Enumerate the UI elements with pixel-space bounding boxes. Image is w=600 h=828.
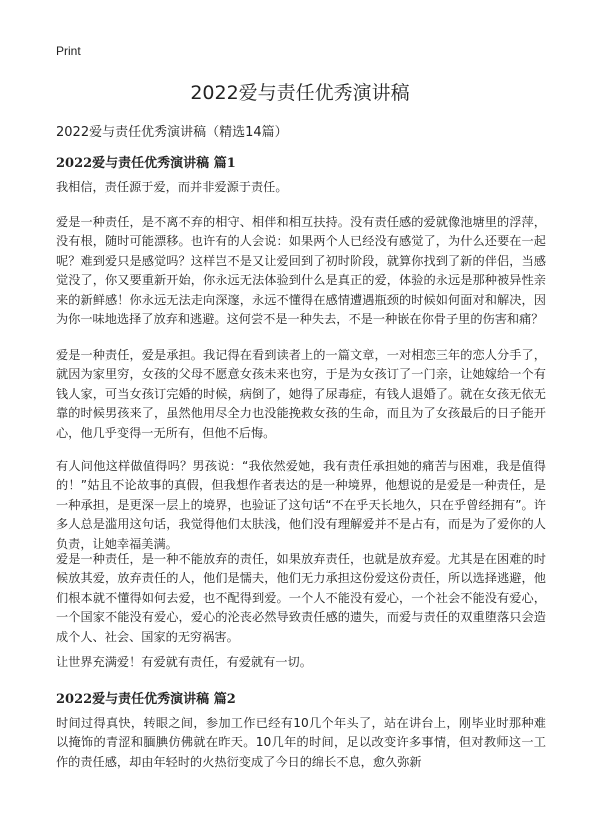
paragraph: 爱是一种责任，是一种不能放弃的责任，如果放弃责任，也就是放弃爱。尤其是在困难的时候放其爱，放弃责任的人，他们是懦夫，他们无力承担这份爱这份责任，所以选择逃避，他们根本就不懂得如何去爱，也不配得到爱。一个人不能没有爱心，一个社会不能没有爱心，一个国家不能没有爱心，爱心的沦丧必然导致责任感的遗失，而爱与责任的双重堕落只会造成个人、社会、国家的无穷祸害。 <box>56 552 546 644</box>
print-link[interactable]: Print <box>56 44 81 58</box>
section-heading-2: 2022爱与责任优秀演讲稿 篇2 <box>56 692 236 707</box>
section-heading-1: 2022爱与责任优秀演讲稿 篇1 <box>56 156 236 171</box>
paragraph: 让世界充满爱！有爱就有责任，有爱就有一切。 <box>56 655 312 669</box>
document-title: 2022爱与责任优秀演讲稿 <box>190 82 410 104</box>
paragraph: 我相信，责任源于爱，而并非爱源于责任。 <box>56 180 288 194</box>
paragraph: 有人问他这样做值得吗？男孩说：“我依然爱她，我有责任承担她的痛苦与困难，我是值得的！”姑且不论故事的真假，但我想作者表达的是一种境界，他想说的是爱是一种责任，是一种承担，是更深一层上的境界，也验证了这句话“不在乎天长地久，只在乎曾经拥有”。许多人总是滥用这句话，我觉得他们太肤浅，他们没有理解爱并不是占有，而是为了爱你的人负责，让她幸福美满。 <box>56 459 546 551</box>
paragraph: 爱是一种责任，爱是承担。我记得在看到读者上的一篇文章，一对相恋三年的恋人分手了，就因为家里穷，女孩的父母不愿意女孩未来也穷，于是为女孩订了一门亲，让她嫁给一个有钱人家，可当女孩订完婚的时候，病倒了，她得了尿毒症，有钱人退婚了。就在女孩无依无靠的时候男孩来了，虽然他用尽全力也没能挽救女孩的生命，而且为了女孩最后的日子能开心，他几乎变得一无所有，但他不后悔。 <box>56 348 546 440</box>
paragraph: 爱是一种责任，是不离不弃的相守、相伴和相互扶持。没有责任感的爱就像池塘里的浮萍，没有根，随时可能漂移。也许有的人会说：如果两个人已经没有感觉了，为什么还要在一起呢？难到爱只是感觉吗？这样岂不是又让爱回到了初时阶段，就算你找到了新的伴侣，当感觉没了，你又要重新开始，你永远无法体验到什么是真正的爱，体验的永远是那种被异性亲来的新鲜感！你永远无法走向深邃，永远不懂得在感情遭遇瓶颈的时候如何面对和解决，因为你一味地选择了放弃和逃避。这何尝不是一种失去，不是一种嵌在你骨子里的伤害和痛？ <box>56 215 546 327</box>
paragraph: 时间过得真快，转眼之间，参加工作已经有10几个年头了，站在讲台上，刚毕业时那种难以掩饰的青涩和腼腆仿佛就在昨天。10几年的时间，足以改变许多事情，但对教师这一工作的责任感，却由年轻时的火热衍变成了今日的绵长不息，愈久弥新 <box>56 716 546 769</box>
document-subtitle: 2022爱与责任优秀演讲稿（精选14篇） <box>56 125 288 140</box>
